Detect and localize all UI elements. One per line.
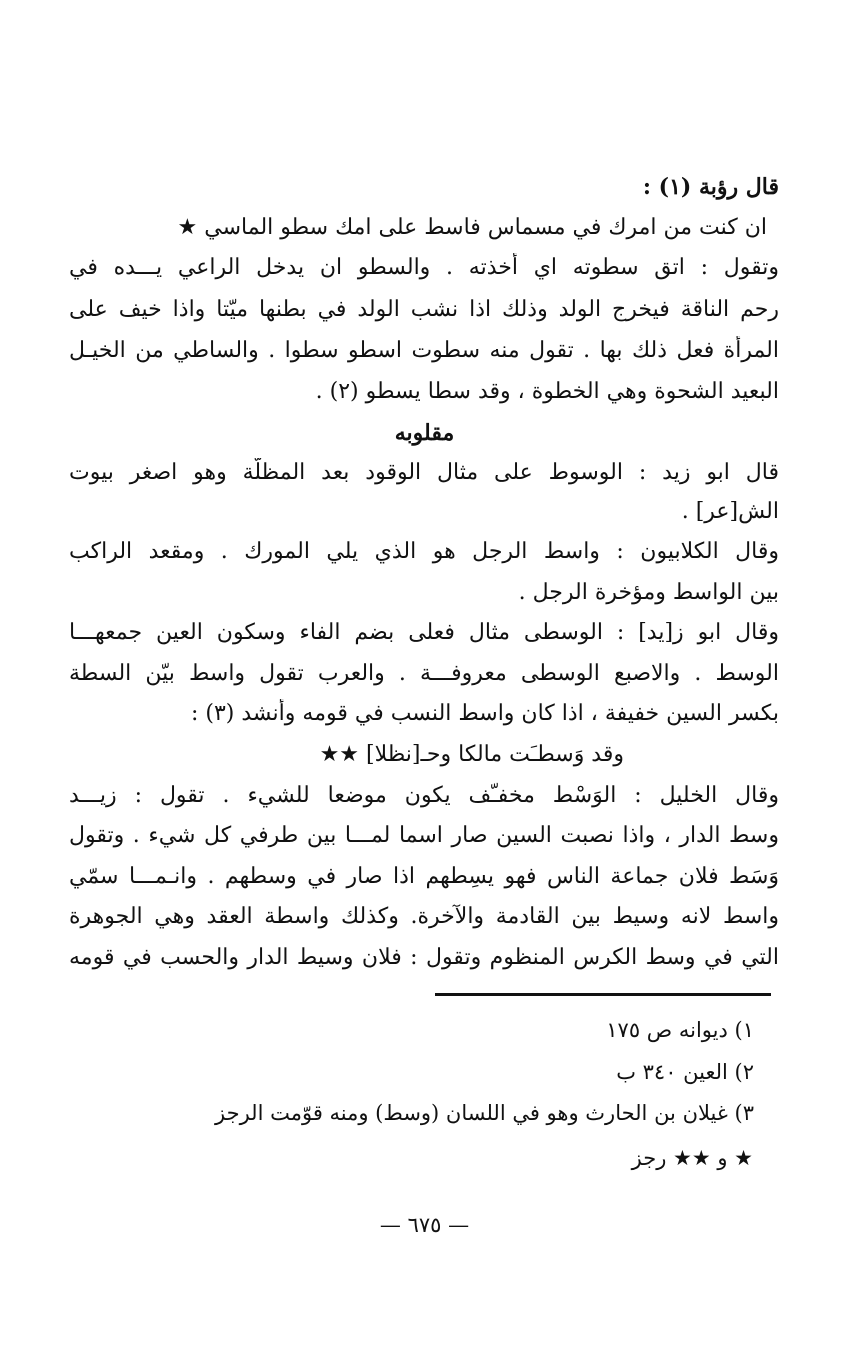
text-line: وقال ابو ز[يد] : الوسطى مثال فعلى بضم الفاء وسكون العين جمعهـــا: [69, 620, 779, 645]
text-line: الش[عر] .: [681, 499, 779, 524]
text-line: رحم الناقة فيخرج الولد وذلك اذا نشب الولد في بطنها ميّتا واذا خيف على: [69, 297, 779, 322]
verse-line: وقد وَسطـَت مالكا وحـ[نظلا] ★★: [319, 742, 624, 767]
text-line: قال ابو زيد : الوسوط على مثال الوقود بعد المظلّة وهو اصغر بيوت: [69, 460, 779, 485]
section-heading: مقلوبه: [394, 420, 455, 446]
footnote: ١) ديوانه ص ١٧٥: [606, 1018, 754, 1042]
text-line: وقال الخليل : الوَسْط مخفـّف يكون موضعا للشيء . تقول : زيـــد: [69, 783, 779, 808]
text-line: الوسط . والاصبع الوسطى معروفـــة . والعرب تقول واسط بيّن السطة: [69, 661, 779, 686]
text-line: التي في وسط الكرس المنظوم وتقول : فلان وسيط الدار والحسب في قومه: [69, 945, 779, 970]
footnote: ٣) غيلان بن الحارث وهو في اللسان (وسط) ومنه قوّمت الرجز: [215, 1101, 754, 1125]
verse-line: ان كنت من امرك في مسماس فاسط على امك سطو الماسي ★: [177, 215, 767, 240]
footnote: ★ و ★★ رجز: [631, 1146, 753, 1170]
text-line: وسط الدار ، واذا نصبت السين صار اسما لمـــا بين طرفي كل شيء . وتقول: [69, 823, 779, 848]
text-line: وقال الكلابيون : واسط الرجل هو الذي يلي المورك . ومقعد الراكب: [69, 539, 779, 564]
footnote: ٢) العين ٣٤٠ ب: [616, 1060, 754, 1084]
text-line: بكسر السين خفيفة ، اذا كان واسط النسب في قومه وأنشد (٣) :: [190, 701, 779, 726]
text-line: البعيد الشحوة وهي الخطوة ، وقد سطا يسطو (٢) .: [315, 379, 779, 404]
page-number: — ٦٧٥ —: [379, 1213, 470, 1237]
text-line: قال رؤبة (١) :: [642, 174, 779, 200]
text-line: واسط لانه وسيط بين القادمة والآخرة. وكذلك واسطة العقد وهي الجوهرة: [69, 904, 779, 929]
text-line: المرأة فعل ذلك بها . تقول منه سطوت اسطو سطوا . والساطي من الخيـل: [69, 338, 779, 363]
footnote-divider: [435, 993, 771, 996]
text-line: وتقول : اتق سطوته اي أخذته . والسطو ان يدخل الراعي يـــده في: [69, 255, 779, 280]
text-line: بين الواسط ومؤخرة الرجل .: [518, 580, 779, 605]
text-line: وَسَط فلان جماعة الناس فهو يسِطهم اذا صار في وسطهم . وانـمـــا سمّي: [69, 864, 779, 889]
